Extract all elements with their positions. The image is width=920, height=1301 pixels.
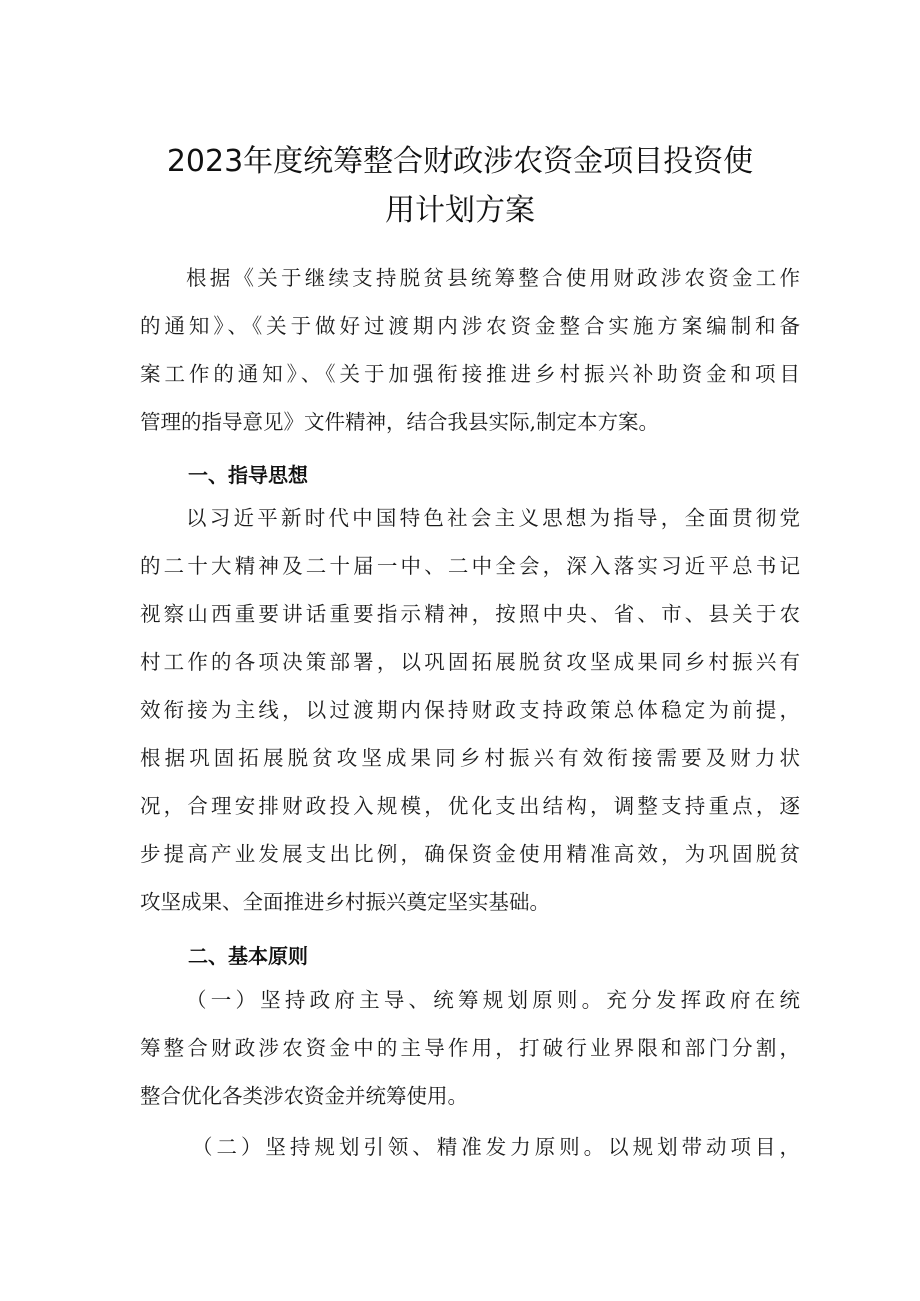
- paragraph-line: 以习近平新时代中国特色社会主义思想为指导，全面贯彻党: [186, 506, 800, 530]
- paragraph-line: 筹整合财政涉农资金中的主导作用，打破行业界限和部门分割，: [140, 1036, 800, 1060]
- paragraph-line: 整合优化各类涉农资金并统筹使用。: [140, 1084, 468, 1108]
- paragraph-line: 根据巩固拓展脱贫攻坚成果同乡村振兴有效衔接需要及财力状: [140, 746, 800, 770]
- intro-line: 根据《关于继续支持脱贫县统筹整合使用财政涉农资金工作: [186, 266, 800, 290]
- paragraph-line: 况，合理安排财政投入规模，优化支出结构，调整支持重点，逐: [140, 794, 800, 818]
- paragraph-line: 视察山西重要讲话重要指示精神，按照中央、省、市、县关于农: [140, 602, 800, 626]
- intro-line: 案工作的通知》、《关于加强衔接推进乡村振兴补助资金和项目: [140, 362, 800, 386]
- paragraph-line: （一）坚持政府主导、统筹规划原则。充分发挥政府在统: [186, 988, 800, 1012]
- section-heading-guiding-ideology: 一、指导思想: [188, 463, 308, 487]
- principle-2-paragraph: [140, 1123, 800, 1171]
- document-title-line-1: 2023年度统筹整合财政涉农资金项目投资使: [166, 144, 754, 179]
- paragraph-line: 的二十大精神及二十届一中、二中全会，深入落实习近平总书记: [140, 554, 800, 578]
- intro-line: 管理的指导意见》文件精神，结合我县实际,制定本方案。: [140, 410, 660, 434]
- paragraph-line: 村工作的各项决策部署，以巩固拓展脱贫攻坚成果同乡村振兴有: [140, 650, 800, 674]
- paragraph-line: 效衔接为主线，以过渡期内保持财政支持政策总体稳定为前提，: [140, 698, 800, 722]
- section-heading-basic-principles: 二、基本原则: [188, 944, 308, 968]
- guiding-ideology-paragraph: [140, 494, 800, 926]
- document-title-line-2: 用计划方案: [385, 193, 535, 228]
- paragraph-line: 步提高产业发展支出比例，确保资金使用精准高效，为巩固脱贫: [140, 842, 800, 866]
- principle-1-paragraph: [140, 976, 800, 1120]
- intro-line: 的通知》、《关于做好过渡期内涉农资金整合实施方案编制和备: [140, 314, 800, 338]
- paragraph-line: 攻坚成果、全面推进乡村振兴奠定坚实基础。: [140, 890, 550, 914]
- paragraph-line: （二）坚持规划引领、精准发力原则。以规划带动项目，: [192, 1135, 800, 1159]
- intro-paragraph: [140, 254, 800, 446]
